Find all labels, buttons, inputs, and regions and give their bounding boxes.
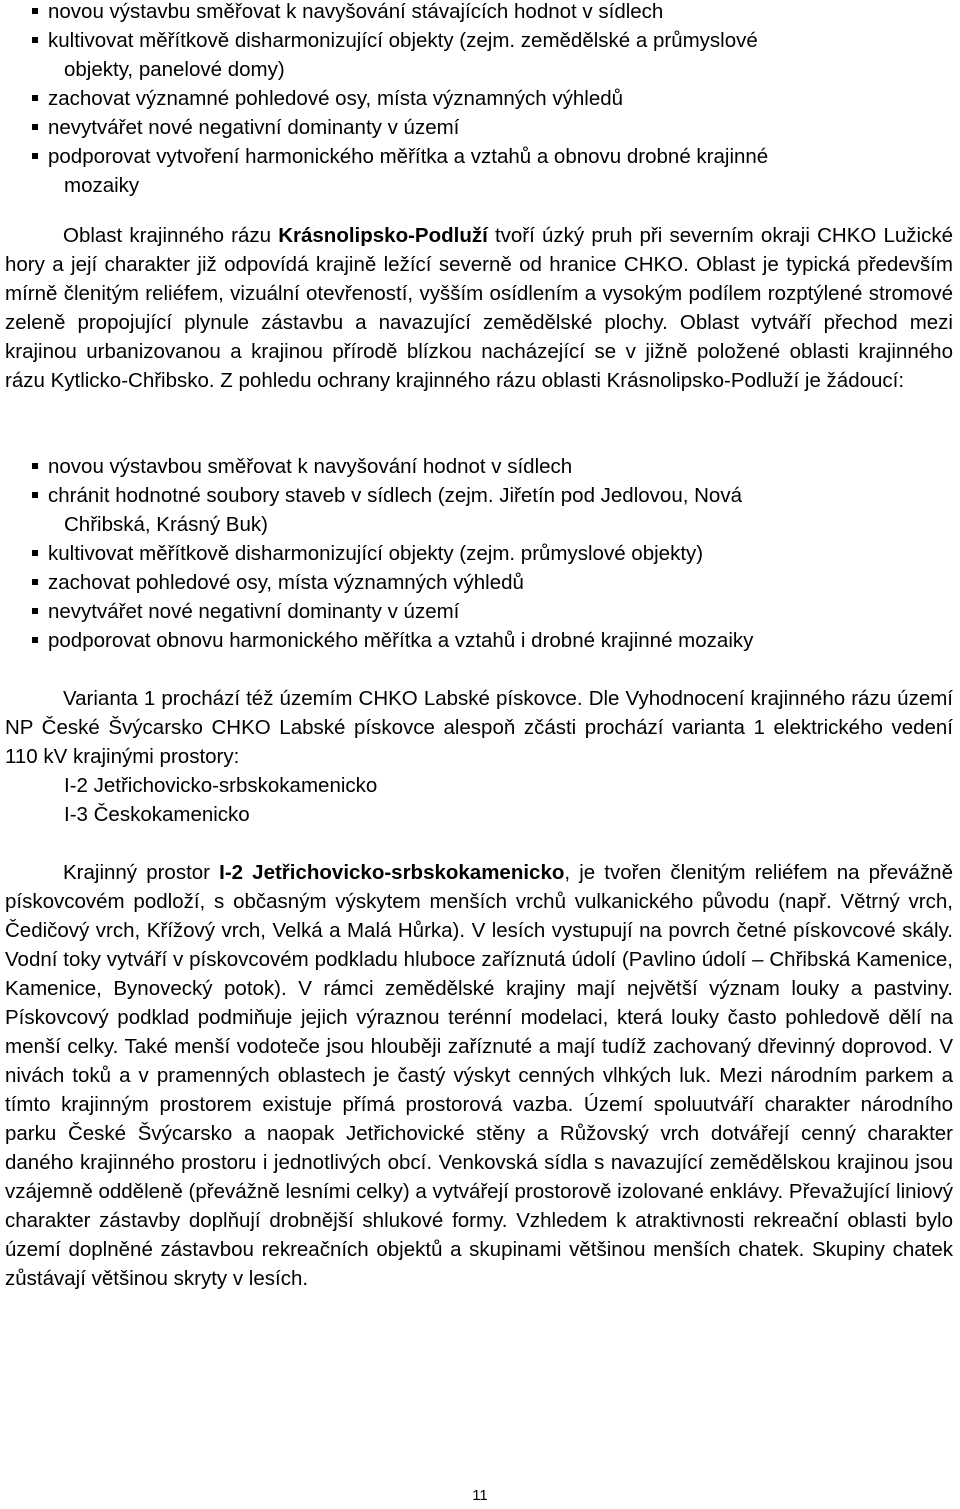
list-item: zachovat významné pohledové osy, místa významných výhledů [48,84,948,113]
list-item: podporovat obnovu harmonického měřítka a vztahů i drobné krajinné mozaiky [48,626,948,655]
bullet-square-icon [32,8,38,14]
list-item: chránit hodnotné soubory staveb v sídlech (zejm. Jiřetín pod Jedlovou, Nová [48,481,948,510]
area-item: I-2 Jetřichovicko-srbskokamenicko [64,774,378,797]
list-item-continuation: mozaiky [64,174,140,197]
list-item: novou výstavbu směřovat k navyšování stávajících hodnot v sídlech [48,0,948,26]
bold-term: Krásnolipsko-Podluží [278,224,488,247]
bullet-square-icon [32,492,38,498]
list-item: kultivovat měřítkově disharmonizující objekty (zejm. průmyslové objekty) [48,539,948,568]
list-item-continuation: objekty, panelové domy) [64,58,285,81]
paragraph-krajinny-prostor: Krajinný prostor I-2 Jetřichovicko-srbskokamenicko, je tvořen členitým reliéfem na převážně pískovcovém podloží, s občasným výskytem menších vrchů vulkanického původu (např. Větrný vrch, Čedičový vrch, Křížový vrch, Velká a Malá Hůrka). V lesích vystupují na povrch četné pískovcové skály. Vodní toky vytváří v pískovcovém podkladu hluboce zaříznutá údolí (Pavlino údolí – Chřibská Kamenice, Kamenice, Bynovecký potok). V rámci zemědělské krajiny mají největší význam louky a pastviny. Pískovcový podklad podmiňuje jejich výraznou terénní modelaci, která louky často pohledově dělí na menší celky. Také menší vodotečе jsou hlouběji zaříznuté a mají tudíž zachovaný dřevinný doprovod. V nivách toků a v pramenných oblastech je častý výskyt cenných vlhkých luk. Mezi národním parkem a tímto krajinným prostorem existuje přímá prostorová vazba. Území spoluutváří charakter národního parku České Švýcarsko a naopak Jetřichovické stěny a Růžovský vrch dotvářejí cenný charakter daného krajinného prostoru i jednotlivých obcí. Venkovská sídla s navazující zemědělskou krajinou jsou vzájemně odděleně (převážně lesními celky) a vytvářejí prostorově izolované enklávy. Převažující liniový charakter zástavby doplňují drobnější shlukové formy. Vzhledem k atraktivnosti rekreační oblasti bylo území doplněné zástavbou rekreačních objektů a skupinami většinou menších chatek. Skupiny chatek zůstávají většinou skryty v lesích. [5,861,953,1290]
list-item: podporovat vytvoření harmonického měřítka a vztahů a obnovu drobné krajinné [48,142,948,171]
bullet-square-icon [32,37,38,43]
bullet-square-icon [32,608,38,614]
bullet-square-icon [32,579,38,585]
list-item: novou výstavbou směřovat k navyšování hodnot v sídlech [48,452,948,481]
bullet-square-icon [32,95,38,101]
bullet-square-icon [32,124,38,130]
bold-term: I-2 Jetřichovicko-srbskokamenicko [219,861,565,884]
bullet-square-icon [32,550,38,556]
bullet-square-icon [32,637,38,643]
list-item: nevytvářet nové negativní dominanty v území [48,113,948,142]
list-item: kultivovat měřítkově disharmonizující objekty (zejm. zemědělské a průmyslové [48,26,948,55]
paragraph-krasnolipsko: Oblast krajinného rázu Krásnolipsko-Podluží tvoří úzký pruh při severním okraji CHKO Lužické hory a její charakter již odpovídá krajině ležící severně od hranice CHKO. Oblast je typická především mírně členitým reliéfem, vizuální otevřeností, vyšším osídlením a vysokým podílem rozptýlené stromové zeleně propojující plynule zástavbu a navazující zemědělské plochy. Oblast vytváří přechod mezi krajinou urbanizovanou a krajinou přírodě blízkou nacházející se v jižně položené oblasti krajinného rázu Kytlicko-Chřibsko. Z pohledu ochrany krajinného rázu oblasti Krásnolipsko-Podluží je žádoucí: [5,224,953,392]
bullet-square-icon [32,153,38,159]
bullet-square-icon [32,463,38,469]
area-item: I-3 Českokamenicko [64,803,250,826]
page-number: 11 [472,1487,488,1504]
paragraph-varianta: Varianta 1 prochází též územím CHKO Labské pískovce. Dle Vyhodnocení krajinného rázu území NP České Švýcarsko CHKO Labské pískovce alespoň zčásti prochází varianta 1 elektrického vedení 110 kV krajinými prostory: [5,687,953,768]
list-item-continuation: Chřibská, Krásný Buk) [64,513,268,536]
list-item: zachovat pohledové osy, místa významných výhledů [48,568,948,597]
list-item: nevytvářet nové negativní dominanty v území [48,597,948,626]
